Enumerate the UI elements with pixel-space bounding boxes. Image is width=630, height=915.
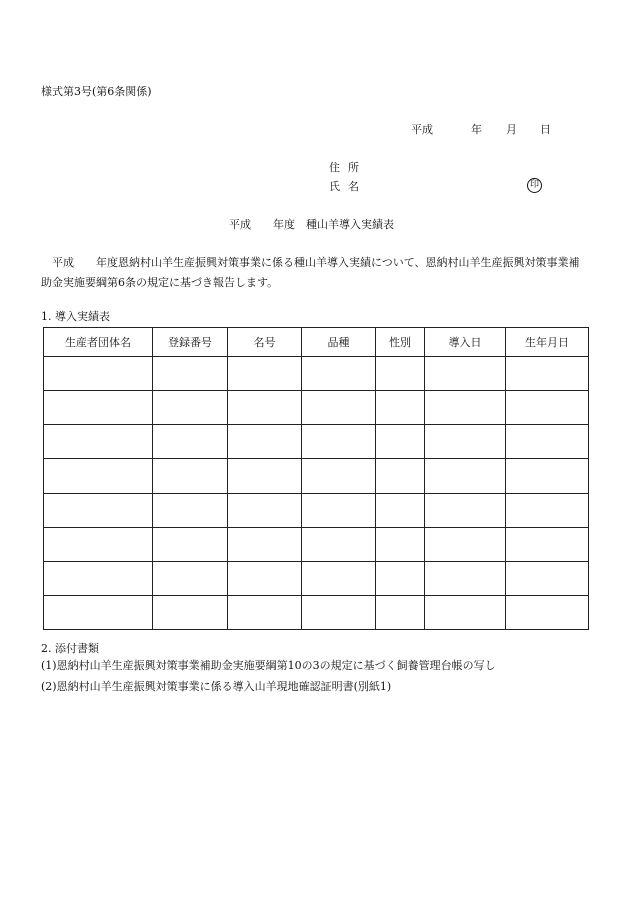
table-cell [425,595,506,629]
date-day: 日 [540,123,551,136]
date-line [411,124,551,135]
table-cell [153,459,228,493]
table-cell [376,391,425,425]
table-cell [506,493,589,527]
table-cell [302,595,376,629]
column-header: 登録番号 [153,328,228,357]
table-cell [506,391,589,425]
table-cell [44,527,153,561]
table-cell [302,425,376,459]
table-cell [302,459,376,493]
table-cell [44,357,153,391]
column-header: 導入日 [425,328,506,357]
document-title: 平成 年度 種山羊導入実績表 [229,218,394,231]
table-cell [153,595,228,629]
table-cell [506,561,589,595]
table-cell [153,527,228,561]
table-cell [228,357,302,391]
table-cell [376,561,425,595]
table-cell [44,391,153,425]
table-cell [376,527,425,561]
table-cell [425,527,506,561]
table-cell [153,493,228,527]
seal-mark-icon: 印 [527,178,542,193]
table-cell [425,459,506,493]
date-era: 平成 [411,123,433,136]
table-cell [425,391,506,425]
table-row [44,357,589,391]
table-cell [153,561,228,595]
date-year: 年 [471,123,482,136]
table-cell [376,595,425,629]
records-table [43,327,589,630]
table-cell [376,459,425,493]
table-row [44,391,589,425]
table-cell [302,493,376,527]
table-cell [228,425,302,459]
table-cell [425,425,506,459]
table-cell [153,391,228,425]
column-header: 品種 [302,328,376,357]
table-cell [228,493,302,527]
table-cell [376,493,425,527]
form-number: 様式第3号(第6条関係) [41,85,152,98]
table-row [44,459,589,493]
table-cell [506,595,589,629]
date-month: 月 [506,123,517,136]
table-cell [425,493,506,527]
table-row [44,595,589,629]
table-cell [506,425,589,459]
table-cell [425,561,506,595]
table-cell [302,357,376,391]
table-cell [228,527,302,561]
table-body [44,357,589,630]
table-cell [506,459,589,493]
table-cell [228,561,302,595]
column-header: 生産者団体名 [44,328,153,357]
table-cell [302,527,376,561]
section1-heading: 1. 導入実績表 [41,310,110,323]
table-cell [376,425,425,459]
table-cell [44,561,153,595]
table-cell [228,391,302,425]
table-cell [44,459,153,493]
table-cell [153,357,228,391]
table-cell [228,459,302,493]
attachment-item-2: (2)恩納村山羊生産振興対策事業に係る導入山羊現地確認証明書(別紙1) [41,680,392,693]
table-cell [506,527,589,561]
table-header-row [44,328,589,357]
table-cell [153,425,228,459]
table-cell [506,357,589,391]
section2-heading: 2. 添付書類 [41,642,99,655]
column-header: 名号 [228,328,302,357]
table-row [44,527,589,561]
table-cell [302,561,376,595]
attachment-item-1: (1)恩納村山羊生産振興対策事業補助金実施要綱第10の3の規定に基づく飼養管理台帳の写し [41,659,496,672]
table-cell [44,425,153,459]
address-label: 住所 [329,161,367,174]
table-cell [44,493,153,527]
column-header: 性別 [376,328,425,357]
table-cell [44,595,153,629]
table-row [44,493,589,527]
table-cell [376,357,425,391]
body-paragraph: 平成 年度恩納村山羊生産振興対策事業に係る種山羊導入実績について、恩納村山羊生産振興対策事業補助金実施要綱第6条の規定に基づき報告します。 [41,256,580,289]
table-row [44,561,589,595]
table-cell [228,595,302,629]
column-header: 生年月日 [506,328,589,357]
table-cell [425,357,506,391]
name-label: 氏名 [329,180,367,193]
table-row [44,425,589,459]
table-cell [302,391,376,425]
